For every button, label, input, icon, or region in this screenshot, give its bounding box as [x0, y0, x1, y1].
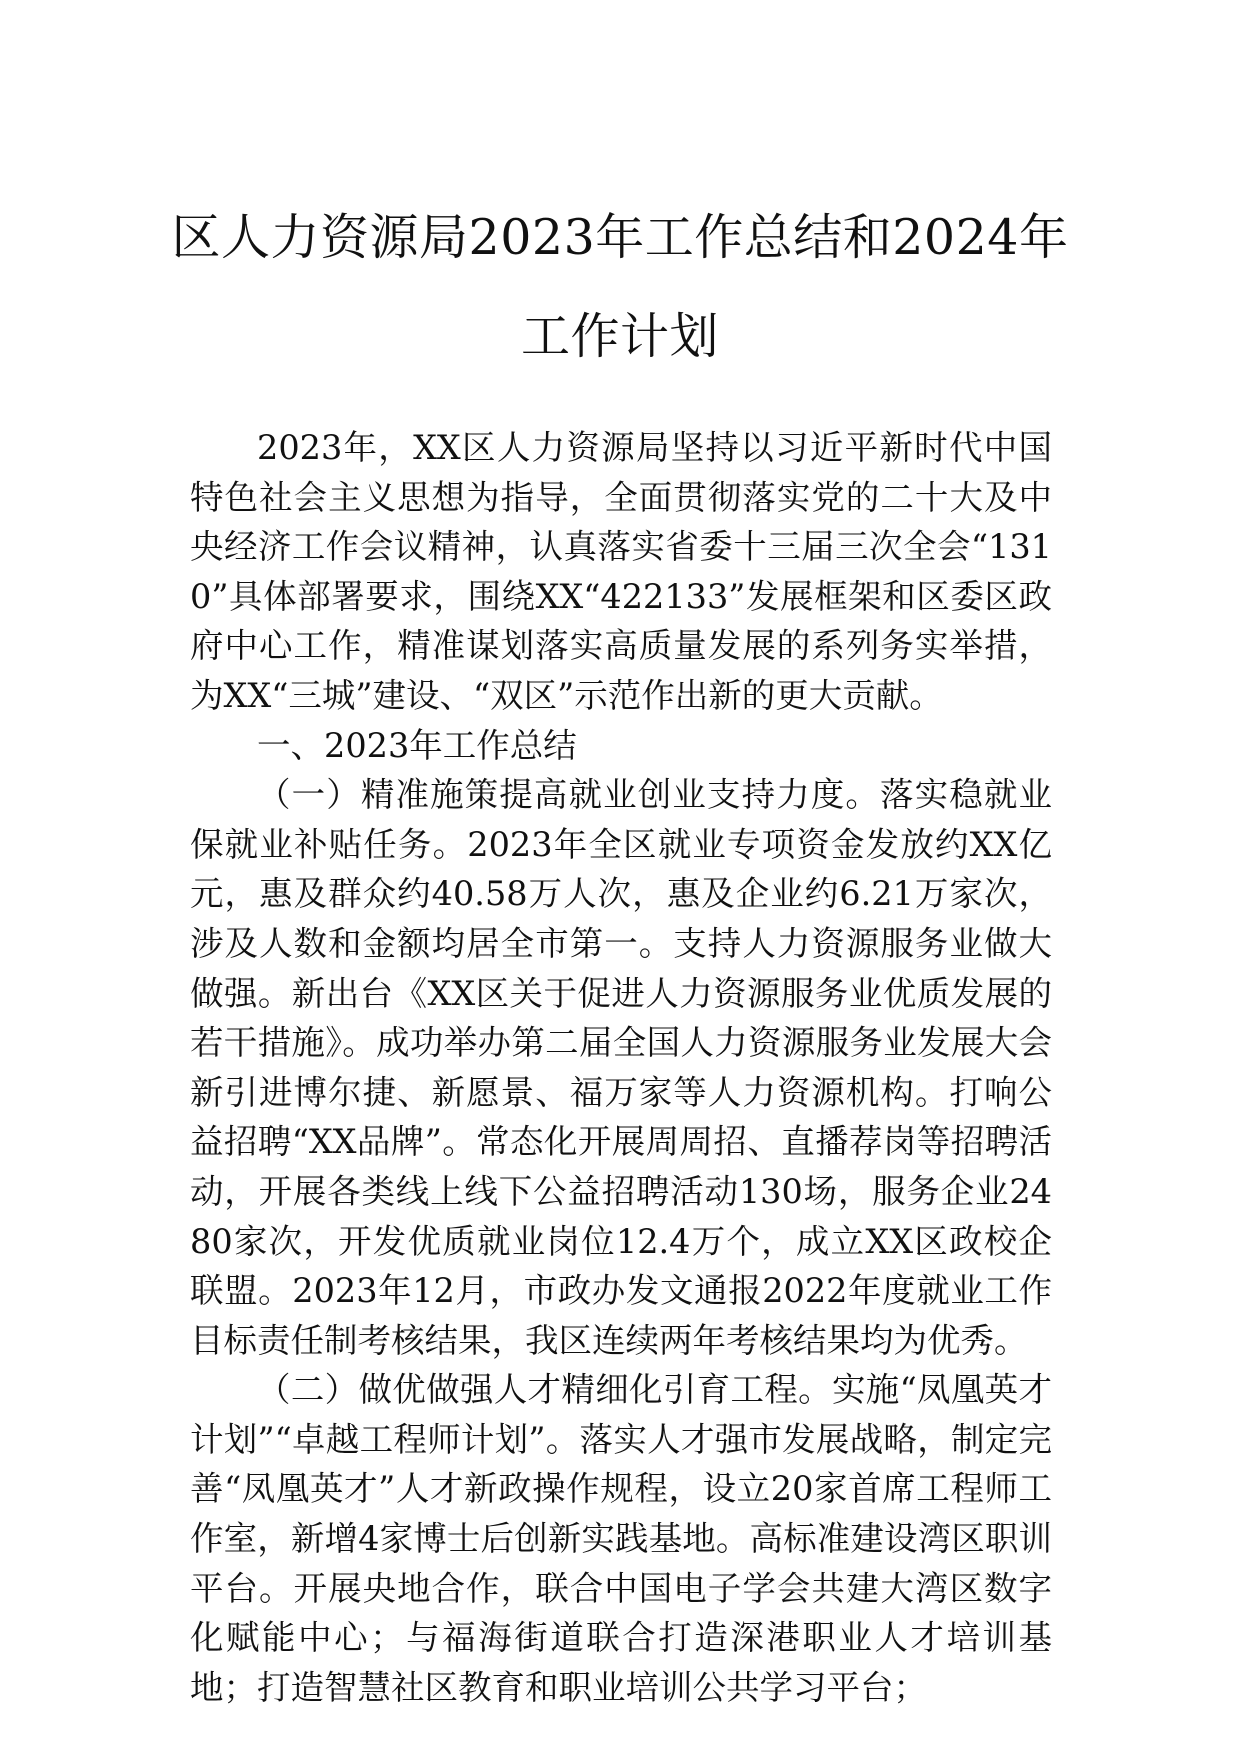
document-body [190, 423, 1052, 1712]
section-heading: 一、2023年工作总结 [257, 725, 577, 765]
section-paragraph-talent: （二）做优做强人才精细化引育工程。实施“凤凰英才计划”“卓越工程师计划”。落实人才强市发展战略，制定完善“凤凰英才”人才新政操作规程，设立20家首席工程师工作室，新增4家博士后创新实践基地。高标准建设湾区职训平台。开展央地合作，联合中国电子学会共建大湾区数字化赋能中心；与福海街道联合打造深港职业人才培训基地；打造智慧社区教育和职业培训公共学习平台； [190, 1370, 1052, 1707]
intro-paragraph: 2023年，XX区人力资源局坚持以习近平新时代中国特色社会主义思想为指导，全面贯彻落实党的二十大及中央经济工作会议精神，认真落实省委十三届三次全会“1310”具体部署要求，围绕XX“422133”发展框架和区委区政府中心工作，精准谋划落实高质量发展的系列务实举措，为XX“三城”建设、“双区”示范作出新的更大贡献。 [190, 428, 1052, 715]
document-title: 区人力资源局2023年工作总结和2024年工作计划 [171, 209, 1069, 365]
section-paragraph-employment: （一）精准施策提高就业创业支持力度。落实稳就业保就业补贴任务。2023年全区就业专项资金发放约XX亿元，惠及群众约40.58万人次，惠及企业约6.21万家次，涉及人数和金额均居全市第一。支持人力资源服务业做大做强。新出台《XX区关于促进人力资源服务业优质发展的若干措施》。成功举办第二届全国人力资源服务业发展大会新引进博尔捷、新愿景、福万家等人力资源机构。打响公益招聘“XX品牌”。常态化开展周周招、直播荐岗等招聘活动，开展各类线上线下公益招聘活动130场，服务企业2480家次，开发优质就业岗位12.4万个，成立XX区政校企联盟。2023年12月，市政办发文通报2022年度就业工作目标责任制考核结果，我区连续两年考核结果均为优秀。 [190, 775, 1052, 1360]
